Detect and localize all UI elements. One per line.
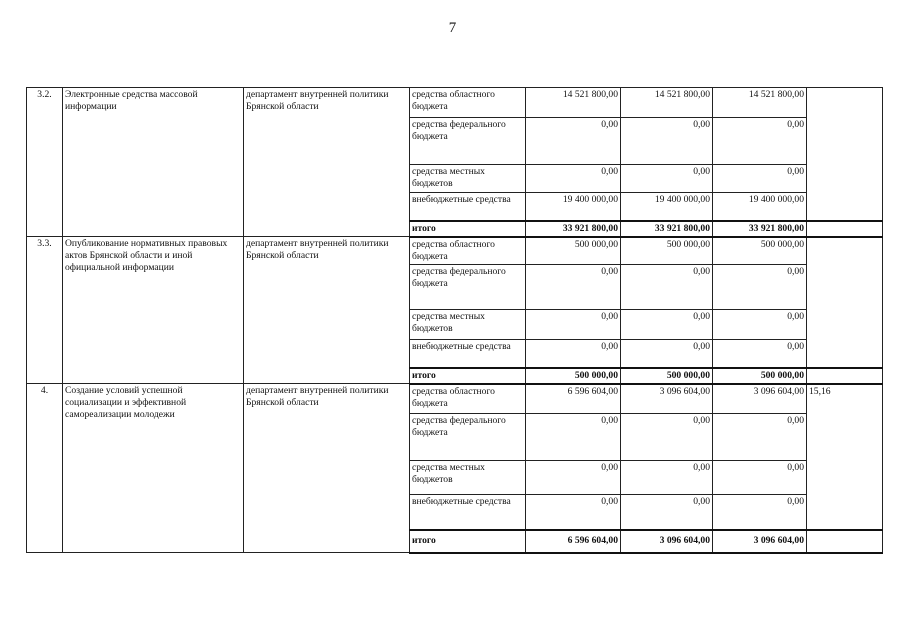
extra-cell xyxy=(807,88,883,221)
total-amount: 500 000,00 xyxy=(713,368,807,384)
amount-cell: 0,00 xyxy=(713,265,807,310)
amount-cell: 0,00 xyxy=(621,414,713,461)
amount-cell: 0,00 xyxy=(621,310,713,340)
amount-cell: 0,00 xyxy=(526,340,621,368)
funding-source: средства местных бюджетов xyxy=(410,165,526,193)
table-row xyxy=(27,384,883,414)
amount-cell: 19 400 000,00 xyxy=(713,193,807,221)
total-label: итого xyxy=(410,368,526,384)
amount-cell: 14 521 800,00 xyxy=(713,88,807,118)
funding-source: средства областного бюджета xyxy=(410,88,526,118)
funding-source: внебюджетные средства xyxy=(410,495,526,530)
amount-cell: 0,00 xyxy=(713,414,807,461)
item-name: Опубликование нормативных правовых актов Брянской области и иной официальной информации xyxy=(63,237,244,384)
total-amount: 3 096 604,00 xyxy=(713,530,807,553)
amount-cell: 19 400 000,00 xyxy=(526,193,621,221)
amount-cell: 0,00 xyxy=(526,265,621,310)
amount-cell: 0,00 xyxy=(713,165,807,193)
amount-cell: 0,00 xyxy=(526,414,621,461)
extra-cell xyxy=(807,530,883,553)
table-row xyxy=(27,88,883,118)
item-department: департамент внутренней политики Брянской области xyxy=(244,384,410,553)
amount-cell: 6 596 604,00 xyxy=(526,384,621,414)
funding-source: средства федерального бюджета xyxy=(410,265,526,310)
item-name: Электронные средства массовой информации xyxy=(63,88,244,237)
extra-cell xyxy=(807,237,883,368)
total-amount: 6 596 604,00 xyxy=(526,530,621,553)
extra-cell xyxy=(807,221,883,237)
amount-cell: 0,00 xyxy=(713,495,807,530)
amount-cell: 0,00 xyxy=(526,118,621,165)
amount-cell: 14 521 800,00 xyxy=(621,88,713,118)
item-number: 3.3. xyxy=(27,237,63,384)
amount-cell: 0,00 xyxy=(526,495,621,530)
funding-source: внебюджетные средства xyxy=(410,340,526,368)
funding-source: средства федерального бюджета xyxy=(410,118,526,165)
total-amount: 500 000,00 xyxy=(526,368,621,384)
total-label: итого xyxy=(410,221,526,237)
page-number: 7 xyxy=(448,20,457,36)
amount-cell: 0,00 xyxy=(621,165,713,193)
total-amount: 33 921 800,00 xyxy=(526,221,621,237)
amount-cell: 0,00 xyxy=(621,265,713,310)
amount-cell: 0,00 xyxy=(713,310,807,340)
amount-cell: 0,00 xyxy=(713,461,807,495)
amount-cell: 0,00 xyxy=(621,461,713,495)
extra-cell: 15,16 xyxy=(807,384,883,530)
amount-cell: 0,00 xyxy=(526,461,621,495)
amount-cell: 19 400 000,00 xyxy=(621,193,713,221)
table-row xyxy=(27,237,883,265)
amount-cell: 500 000,00 xyxy=(713,237,807,265)
total-amount: 33 921 800,00 xyxy=(621,221,713,237)
amount-cell: 3 096 604,00 xyxy=(713,384,807,414)
amount-cell: 0,00 xyxy=(713,340,807,368)
total-amount: 33 921 800,00 xyxy=(713,221,807,237)
amount-cell: 0,00 xyxy=(621,118,713,165)
item-number: 3.2. xyxy=(27,88,63,237)
amount-cell: 14 521 800,00 xyxy=(526,88,621,118)
total-amount: 3 096 604,00 xyxy=(621,530,713,553)
extra-cell xyxy=(807,368,883,384)
budget-table xyxy=(26,87,883,554)
funding-source: средства местных бюджетов xyxy=(410,461,526,495)
amount-cell: 0,00 xyxy=(713,118,807,165)
amount-cell: 3 096 604,00 xyxy=(621,384,713,414)
total-amount: 500 000,00 xyxy=(621,368,713,384)
funding-source: средства федерального бюджета xyxy=(410,414,526,461)
funding-source: внебюджетные средства xyxy=(410,193,526,221)
amount-cell: 500 000,00 xyxy=(621,237,713,265)
item-department: департамент внутренней политики Брянской области xyxy=(244,237,410,384)
item-name: Создание условий успешной социализации и эффективной самореализации молодежи xyxy=(63,384,244,553)
amount-cell: 0,00 xyxy=(526,165,621,193)
funding-source: средства областного бюджета xyxy=(410,384,526,414)
amount-cell: 500 000,00 xyxy=(526,237,621,265)
amount-cell: 0,00 xyxy=(621,340,713,368)
funding-source: средства областного бюджета xyxy=(410,237,526,265)
funding-source: средства местных бюджетов xyxy=(410,310,526,340)
amount-cell: 0,00 xyxy=(526,310,621,340)
amount-cell: 0,00 xyxy=(621,495,713,530)
item-number: 4. xyxy=(27,384,63,553)
item-department: департамент внутренней политики Брянской области xyxy=(244,88,410,237)
total-label: итого xyxy=(410,530,526,553)
